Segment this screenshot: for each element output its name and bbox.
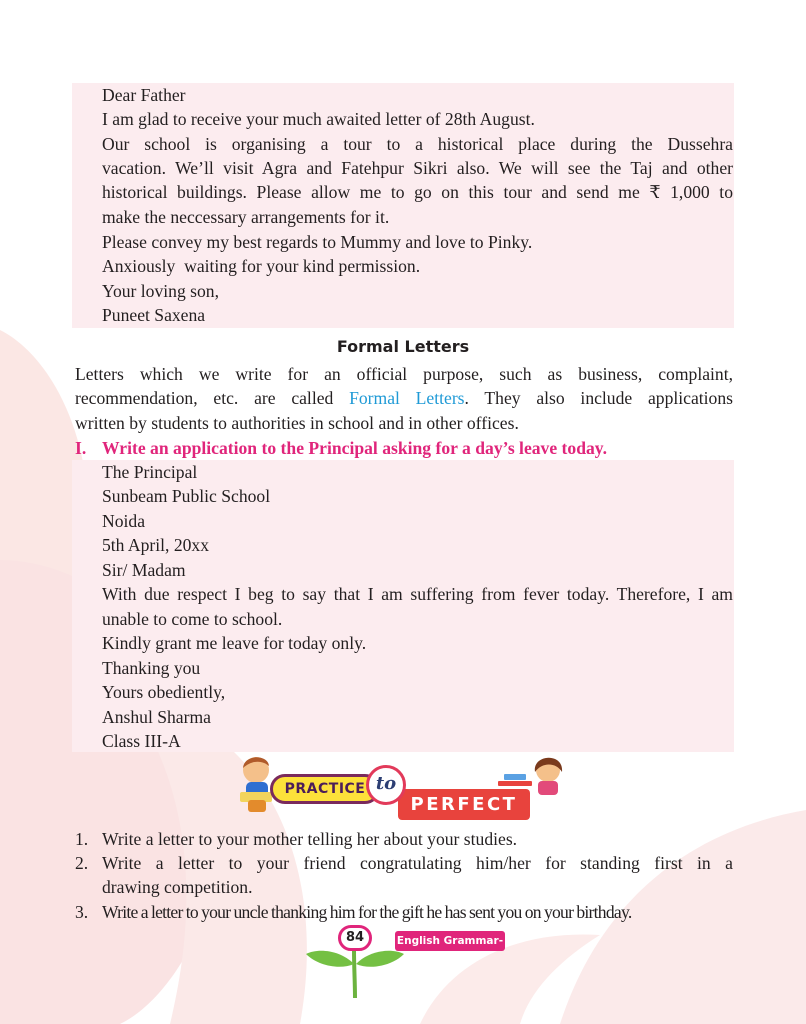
sprout-leaf bbox=[306, 951, 354, 967]
boy-pants bbox=[248, 800, 266, 812]
question-number: I. bbox=[75, 438, 87, 458]
letter-closing: Your loving son, bbox=[102, 281, 219, 301]
intro-text: . They also include applications bbox=[464, 388, 733, 408]
to-label: to bbox=[366, 765, 406, 805]
exercise-number: 3. bbox=[75, 902, 89, 922]
letter-line: Our school is organising a tour to a historical place during the Dussehra bbox=[102, 134, 733, 154]
letter-line: Please convey my best regards to Mummy and love to Pinky. bbox=[102, 232, 533, 252]
exercise-text: Write a letter to your uncle thanking him for the gift he has sent you on your birthday. bbox=[102, 902, 632, 922]
application-line: Kindly grant me leave for today only. bbox=[102, 633, 367, 653]
letter-line: I am glad to receive your much awaited letter of 28th August. bbox=[102, 109, 535, 129]
intro-text: recommendation, etc. are called bbox=[75, 388, 350, 408]
practice-label: PRACTICE bbox=[270, 774, 380, 804]
letter-line: vacation. We’ll visit Agra and Fatehpur Sikri also. We will see the Taj and other bbox=[102, 158, 733, 178]
application-signature: Anshul Sharma bbox=[102, 707, 211, 727]
book-title: English Grammar-3 bbox=[395, 931, 505, 951]
intro-line: Letters which we write for an official purpose, such as business, complaint, bbox=[75, 364, 733, 384]
letter-salutation: Dear Father bbox=[102, 85, 186, 105]
application-line: Noida bbox=[102, 511, 145, 531]
exercise-number: 1. bbox=[75, 829, 89, 849]
application-line: With due respect I beg to say that I am suffering from fever today. Therefore, I am bbox=[102, 584, 733, 604]
application-date: 5th April, 20xx bbox=[102, 535, 210, 555]
application-line: The Principal bbox=[102, 462, 198, 482]
girl-book bbox=[504, 774, 526, 780]
letter-line: Anxiously waiting for your kind permission. bbox=[102, 256, 421, 276]
intro-line bbox=[75, 386, 733, 410]
formal-letters-term: Formal Letters bbox=[349, 388, 465, 408]
exercise-text: drawing competition. bbox=[102, 877, 253, 897]
exercise-text: Write a letter to your friend congratulating him/her for standing first in a bbox=[102, 853, 733, 873]
application-line: Thanking you bbox=[102, 658, 201, 678]
sprout-stem bbox=[354, 950, 355, 998]
section-heading: Formal Letters bbox=[336, 337, 470, 356]
sprout-leaf bbox=[356, 951, 404, 967]
exercise-text: Write a letter to your mother telling her about your studies. bbox=[102, 829, 518, 849]
exercise-number: 2. bbox=[75, 853, 89, 873]
application-salutation: Sir/ Madam bbox=[102, 560, 186, 580]
perfect-label: PERFECT bbox=[398, 789, 530, 820]
application-class: Class III-A bbox=[102, 731, 181, 751]
girl-dress bbox=[538, 781, 558, 795]
application-closing: Yours obediently, bbox=[102, 682, 226, 702]
intro-line: written by students to authorities in school and in other offices. bbox=[75, 413, 519, 433]
page-number: 84 bbox=[338, 925, 372, 951]
letter-line: make the neccessary arrangements for it. bbox=[102, 207, 390, 227]
letter-signature: Puneet Saxena bbox=[102, 305, 206, 325]
letter-line: historical buildings. Please allow me to go on this tour and send me ₹ 1,000 to bbox=[102, 182, 733, 202]
girl-book bbox=[498, 781, 532, 786]
application-line: unable to come to school. bbox=[102, 609, 283, 629]
question-text: Write an application to the Principal asking for a day’s leave today. bbox=[102, 438, 608, 458]
application-line: Sunbeam Public School bbox=[102, 486, 271, 506]
